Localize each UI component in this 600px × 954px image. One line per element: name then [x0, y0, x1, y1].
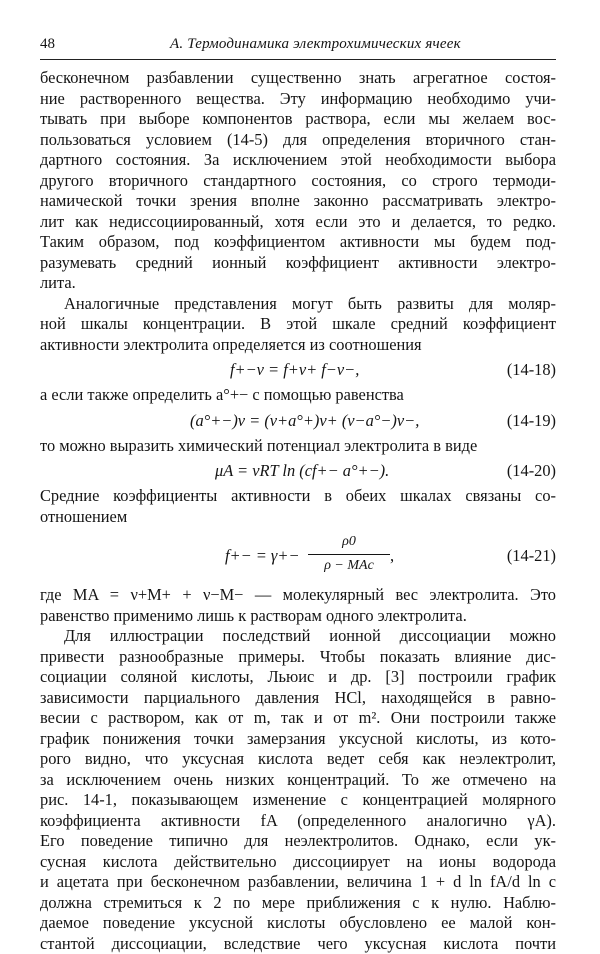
text-line: за исключением очень низких концентраций. То же отмечено на: [40, 770, 556, 791]
text-line: пользоваться условием (14-5) для определения вторичного стан-: [40, 130, 556, 151]
text-line: лита.: [40, 273, 556, 294]
text-line: весии с раствором, как от m, так и от m². Они построили также: [40, 708, 556, 729]
text-line: ной шкалы концентрации. В этой шкале средний коэффициент: [40, 314, 556, 335]
text-line: даемое поведение уксусной кислоты обусловлено ее малой кон-: [40, 913, 556, 934]
equation-formula: (a°+−)ν = (ν+a°+)ν+ (ν−a°−)ν−,: [190, 410, 419, 432]
equation-14-21: [40, 533, 556, 579]
text-line: Для иллюстрации последствий ионной диссоциации можно: [40, 626, 556, 647]
header-rule: [40, 59, 556, 60]
text-line: график понижения точки замерзания уксусной кислоты, из кото-: [40, 729, 556, 750]
text-line: и ацетата при бесконечном разбавлении, величина 1 + d ln fA/d ln c: [40, 872, 556, 893]
text-line: другого вторичного стандартного состояния, со строго термоди-: [40, 171, 556, 192]
text-line: зависимости парциального давления HCl, находящейся в равно-: [40, 688, 556, 709]
text-line: дартного состояния. За исключением этой необходимости выбора: [40, 150, 556, 171]
paragraph-5: [40, 486, 556, 527]
text-line: равенство применимо лишь к растворам одного электролита.: [40, 606, 556, 627]
equation-number: (14-21): [507, 545, 556, 567]
text-line: сусная кислота действительно диссоциирует на ионы водорода: [40, 852, 556, 873]
equation-14-19: [40, 410, 556, 432]
equation-formula: f+−ν = f+ν+ f−ν−,: [230, 359, 359, 381]
equation-formula: μA = νRT ln (cf+− a°+−).: [215, 460, 389, 482]
text-line: тывать при выборе компонентов раствора, если мы желаем вос-: [40, 109, 556, 130]
text-line: а если также определить a°+− с помощью равенства: [40, 385, 556, 406]
text-line: Средние коэффициенты активности в обеих шкалах связаны со-: [40, 486, 556, 507]
equation-14-18: [40, 359, 556, 381]
running-title: А. Термодинамика электрохимических ячеек: [170, 36, 461, 53]
text-line: намической точки зрения вполне законно рассматривать электро-: [40, 191, 556, 212]
text-line: ние растворенного вещества. Эту информацию необходимо учи-: [40, 89, 556, 110]
text-line: рого видно, что уксусная кислота ведет себя как неэлектролит,: [40, 749, 556, 770]
fraction-numerator: ρ0: [308, 533, 390, 551]
page-number: 48: [40, 36, 55, 53]
text-line: привести разнообразные примеры. Чтобы показать влияние дис-: [40, 647, 556, 668]
text-line: социации соляной кислоты, Льюис и др. [3] построили график: [40, 667, 556, 688]
equation-number: (14-20): [507, 460, 556, 482]
equation-lhs: f+− = γ+−: [225, 545, 300, 567]
text-line: Таким образом, под коэффициентом активности мы будем под-: [40, 232, 556, 253]
text-line: отношением: [40, 507, 556, 528]
equation-14-20: [40, 460, 556, 482]
paragraph-1: [40, 68, 556, 294]
equation-tail: ,: [390, 545, 394, 567]
text-line: разумевать средний ионный коэффициент активности электро-: [40, 253, 556, 274]
text-line: где MA = ν+M+ + ν−M− — молекулярный вес электролита. Это: [40, 585, 556, 606]
equation-number: (14-19): [507, 410, 556, 432]
equation-number: (14-18): [507, 359, 556, 381]
paragraph-7: [40, 626, 556, 954]
paragraph-6: [40, 585, 556, 626]
text-line: бесконечном разбавлении существенно знать агрегатное состоя-: [40, 68, 556, 89]
text-line: должна стремиться к 2 по мере приближения c к нулю. Наблю-: [40, 893, 556, 914]
fraction-denominator: ρ − MAc: [308, 557, 390, 575]
text-line: активности электролита определяется из соотношения: [40, 335, 556, 356]
page-body: [40, 68, 556, 954]
text-line: Аналогичные представления могут быть развиты для моляр-: [40, 294, 556, 315]
page-header: [40, 36, 556, 60]
fraction-bar: [308, 554, 390, 555]
text-line: Его поведение типично для неэлектролитов. Однако, если ук-: [40, 831, 556, 852]
text-line: то можно выразить химический потенциал электролита в виде: [40, 436, 556, 457]
text-line: рис. 14-1, показывающем изменение с концентрацией молярного: [40, 790, 556, 811]
paragraph-2: [40, 294, 556, 356]
text-line: коэффициента активности fA (определенного аналогично γA).: [40, 811, 556, 832]
text-line: стантой диссоциации, вследствие чего уксусная кислота почти: [40, 934, 556, 954]
text-line: лит как недиссоциированный, хотя если это и делается, то редко.: [40, 212, 556, 233]
